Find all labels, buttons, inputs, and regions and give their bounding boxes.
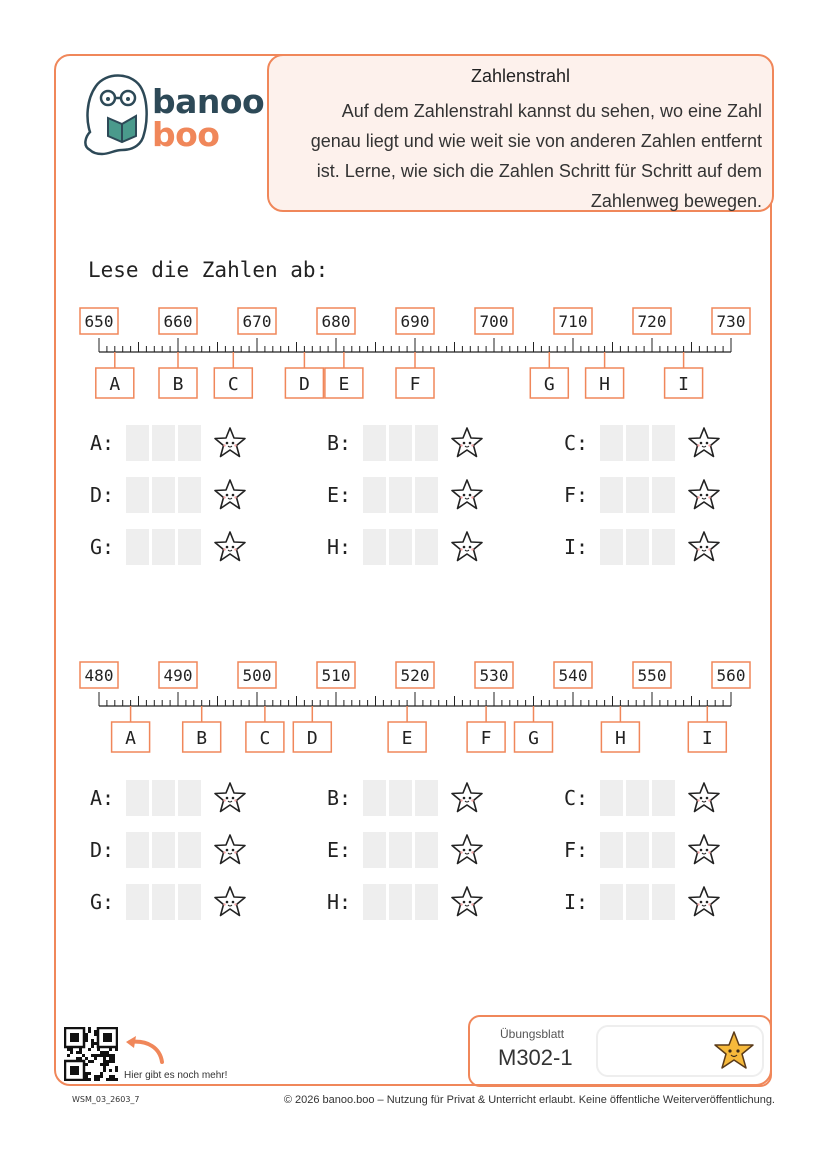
answer-digit-box[interactable] — [652, 425, 675, 461]
answer-cell — [90, 780, 325, 816]
answer-row — [90, 832, 750, 868]
marker-letter: I — [678, 374, 690, 395]
star-check-icon[interactable] — [212, 884, 248, 920]
answer-cell — [564, 425, 799, 461]
tick-label: 710 — [558, 312, 588, 331]
answer-digit-box[interactable] — [415, 529, 438, 565]
answer-label: E: — [327, 483, 352, 507]
answer-row — [90, 884, 750, 920]
qr-caption: Hier gibt es noch mehr! — [124, 1070, 228, 1081]
answer-digit-box[interactable] — [652, 780, 675, 816]
marker-letter: B — [172, 374, 184, 395]
answer-label: B: — [327, 786, 352, 810]
answer-digit-box[interactable] — [652, 832, 675, 868]
answer-digit-box[interactable] — [152, 529, 175, 565]
answer-label: F: — [564, 838, 589, 862]
tick-label: 700 — [479, 312, 509, 331]
answer-digit-box[interactable] — [126, 884, 149, 920]
answer-digit-box[interactable] — [126, 477, 149, 513]
answer-cell — [327, 425, 562, 461]
star-check-icon[interactable] — [449, 780, 485, 816]
answer-digit-box[interactable] — [415, 884, 438, 920]
marker-letter: E — [401, 728, 413, 749]
answer-row — [90, 529, 750, 565]
answer-digit-box[interactable] — [600, 884, 623, 920]
answer-cell — [90, 477, 325, 513]
marker-letter: F — [409, 374, 421, 395]
answer-digit-box[interactable] — [626, 780, 649, 816]
answer-label: B: — [327, 431, 352, 455]
answer-digit-box[interactable] — [152, 780, 175, 816]
answer-label: A: — [90, 431, 115, 455]
marker-letter: D — [298, 374, 310, 395]
sheet-info-box — [468, 1015, 772, 1087]
star-check-icon[interactable] — [686, 780, 722, 816]
tick-label: 490 — [163, 666, 193, 685]
answer-row — [90, 780, 750, 816]
answer-label: C: — [564, 431, 589, 455]
answer-digit-box[interactable] — [178, 529, 201, 565]
tick-label: 560 — [716, 666, 746, 685]
answer-digit-box[interactable] — [600, 477, 623, 513]
info-title: Zahlenstrahl — [470, 66, 571, 86]
brand-name-line2: boo — [152, 115, 220, 154]
answer-digit-box[interactable] — [363, 477, 386, 513]
answer-digit-box[interactable] — [178, 425, 201, 461]
tick-label: 500 — [242, 666, 272, 685]
rating-field[interactable] — [596, 1025, 764, 1077]
answer-digit-box[interactable] — [600, 780, 623, 816]
star-check-icon[interactable] — [212, 425, 248, 461]
answer-cell — [327, 780, 562, 816]
answer-label: H: — [327, 890, 352, 914]
answer-digit-box[interactable] — [363, 884, 386, 920]
answer-cell — [564, 477, 799, 513]
answer-digit-box[interactable] — [626, 529, 649, 565]
answer-digit-box[interactable] — [415, 477, 438, 513]
answer-label: A: — [90, 786, 115, 810]
task-instruction: Lese die Zahlen ab: — [88, 258, 329, 282]
answer-digit-box[interactable] — [363, 425, 386, 461]
answer-digit-box[interactable] — [389, 884, 412, 920]
star-check-icon[interactable] — [449, 425, 485, 461]
answer-digit-box[interactable] — [178, 832, 201, 868]
answer-digit-box[interactable] — [415, 425, 438, 461]
star-check-icon[interactable] — [686, 425, 722, 461]
answer-digit-box[interactable] — [152, 425, 175, 461]
answer-digit-box[interactable] — [126, 529, 149, 565]
answer-digit-box[interactable] — [415, 780, 438, 816]
tick-label: 530 — [479, 666, 509, 685]
answer-cell — [327, 477, 562, 513]
answer-cell — [564, 529, 799, 565]
marker-letter: C — [259, 728, 271, 749]
number-line-1 — [70, 300, 760, 410]
answer-digit-box[interactable] — [389, 832, 412, 868]
marker-letter: D — [306, 728, 318, 749]
info-box — [267, 54, 774, 212]
sheet-code: M302-1 — [498, 1045, 573, 1070]
answer-digit-box[interactable] — [389, 529, 412, 565]
star-check-icon[interactable] — [686, 832, 722, 868]
answer-digit-box[interactable] — [389, 425, 412, 461]
marker-letter: A — [109, 374, 121, 395]
answer-digit-box[interactable] — [178, 477, 201, 513]
answer-cell — [564, 884, 799, 920]
answer-label: D: — [90, 838, 115, 862]
answer-digit-box[interactable] — [626, 477, 649, 513]
tick-label: 480 — [84, 666, 114, 685]
star-check-icon[interactable] — [686, 884, 722, 920]
answer-cell — [90, 425, 325, 461]
info-text: Auf dem Zahlenstrahl kannst du sehen, wo eine Zahl genau liegt und wie weit sie von anderen Zahlen entfernt ist. Lerne, wie sich die Zahlen Schritt für Schritt auf dem Zahlenweg bewegen. — [310, 101, 762, 211]
answer-digit-box[interactable] — [626, 884, 649, 920]
answer-digit-box[interactable] — [600, 832, 623, 868]
marker-letter: C — [227, 374, 239, 395]
answer-label: F: — [564, 483, 589, 507]
curved-arrow-icon — [122, 1034, 168, 1066]
sheet-label: Übungsblatt — [500, 1027, 565, 1041]
answer-label: D: — [90, 483, 115, 507]
marker-letter: H — [599, 374, 611, 395]
star-check-icon[interactable] — [449, 529, 485, 565]
tick-label: 520 — [400, 666, 430, 685]
star-check-icon[interactable] — [212, 832, 248, 868]
answer-label: I: — [564, 535, 589, 559]
answer-row — [90, 425, 750, 461]
marker-letter: G — [528, 728, 539, 749]
answer-digit-box[interactable] — [652, 529, 675, 565]
answer-digit-box[interactable] — [389, 477, 412, 513]
answer-row — [90, 477, 750, 513]
tick-label: 540 — [558, 666, 588, 685]
answer-cell — [90, 529, 325, 565]
answer-digit-box[interactable] — [363, 780, 386, 816]
answer-digit-box[interactable] — [363, 529, 386, 565]
qr-code-icon[interactable] — [64, 1027, 118, 1081]
star-check-icon[interactable] — [686, 477, 722, 513]
star-check-icon[interactable] — [686, 529, 722, 565]
star-mascot-icon — [712, 1029, 756, 1073]
answer-digit-box[interactable] — [126, 832, 149, 868]
answer-label: G: — [90, 890, 115, 914]
star-check-icon[interactable] — [212, 529, 248, 565]
answer-label: C: — [564, 786, 589, 810]
document-code: WSM_03_2603_7 — [72, 1095, 140, 1104]
star-check-icon[interactable] — [449, 477, 485, 513]
marker-letter: E — [338, 374, 350, 395]
tick-label: 690 — [400, 312, 430, 331]
answer-digit-box[interactable] — [126, 780, 149, 816]
star-check-icon[interactable] — [449, 884, 485, 920]
tick-label: 670 — [242, 312, 272, 331]
marker-letter: G — [543, 374, 555, 395]
answer-digit-box[interactable] — [152, 832, 175, 868]
tick-label: 730 — [716, 312, 746, 331]
star-check-icon[interactable] — [212, 780, 248, 816]
tick-label: 650 — [84, 312, 114, 331]
answer-digit-box[interactable] — [389, 780, 412, 816]
answer-digit-box[interactable] — [626, 832, 649, 868]
answer-cell — [90, 832, 325, 868]
answer-label: H: — [327, 535, 352, 559]
marker-letter: A — [125, 728, 137, 749]
brand-name-line1: banoo — [152, 82, 265, 121]
marker-letter: I — [701, 728, 713, 749]
tick-label: 680 — [321, 312, 351, 331]
number-line-2 — [70, 654, 760, 764]
answer-cell — [564, 780, 799, 816]
star-check-icon[interactable] — [212, 477, 248, 513]
answer-label: G: — [90, 535, 115, 559]
answer-digit-box[interactable] — [152, 884, 175, 920]
answer-digit-box[interactable] — [152, 477, 175, 513]
answer-digit-box[interactable] — [600, 425, 623, 461]
answer-digit-box[interactable] — [363, 832, 386, 868]
answer-digit-box[interactable] — [126, 425, 149, 461]
answer-digit-box[interactable] — [652, 884, 675, 920]
answer-digit-box[interactable] — [178, 884, 201, 920]
tick-label: 510 — [321, 666, 351, 685]
tick-label: 720 — [637, 312, 667, 331]
answer-cell — [564, 832, 799, 868]
answer-digit-box[interactable] — [178, 780, 201, 816]
tick-label: 550 — [637, 666, 667, 685]
marker-letter: H — [614, 728, 626, 749]
star-check-icon[interactable] — [449, 832, 485, 868]
answer-cell — [327, 884, 562, 920]
marker-letter: B — [196, 728, 208, 749]
answer-digit-box[interactable] — [600, 529, 623, 565]
answer-label: E: — [327, 838, 352, 862]
marker-letter: F — [480, 728, 492, 749]
answer-digit-box[interactable] — [652, 477, 675, 513]
answer-digit-box[interactable] — [415, 832, 438, 868]
answer-cell — [327, 832, 562, 868]
tick-label: 660 — [163, 312, 193, 331]
answer-cell — [327, 529, 562, 565]
answer-label: I: — [564, 890, 589, 914]
answer-cell — [90, 884, 325, 920]
answer-digit-box[interactable] — [626, 425, 649, 461]
copyright-notice: © 2026 banoo.boo – Nutzung für Privat & Unterricht erlaubt. Keine öffentliche Weiterveröffentlichung. — [283, 1094, 775, 1106]
